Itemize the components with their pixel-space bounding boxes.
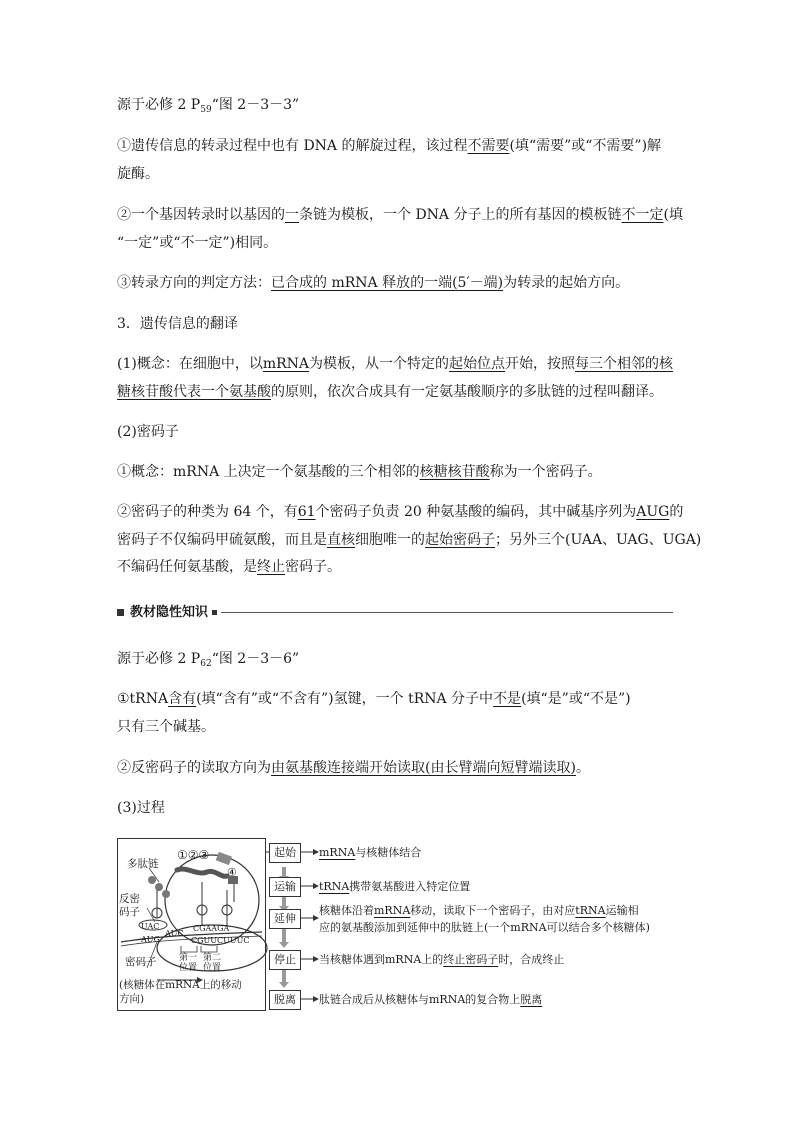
answer-blank: 直核 — [327, 532, 355, 548]
answer-blank: 终止 — [257, 559, 285, 575]
section-title: 教材隐性知识 — [130, 605, 209, 620]
answer-blank: AUG — [636, 504, 670, 520]
step-text-elongation-2: 应的氨基酸添加到延伸中的肽链上(一个mRNA可以结合多个核糖体) — [319, 921, 650, 934]
answer-blank: 糖核苷酸代表一个氨基酸 — [117, 384, 271, 400]
flow-arrow-head-icon — [279, 982, 289, 988]
amino-acid-bead — [155, 883, 163, 891]
label-circle-4: ④ — [227, 866, 237, 879]
codon-concept: ①概念：mRNA 上决定一个氨基酸的三个相邻的核糖核苷酸称为一个密码子。 — [117, 464, 602, 480]
label-circle-numbers: ①②③ — [177, 848, 210, 862]
trna-point-1: ①tRNA含有(填“含有”或“不含有”)氢键，一个 tRNA 分子中不是(填“是”或“不是”) — [117, 691, 631, 707]
section-hidden-knowledge — [117, 603, 673, 623]
label-mrna-sequence: CGUUCUUUC — [191, 936, 250, 945]
process-heading: (3)过程 — [117, 800, 165, 816]
transcription-point-1: ①遗传信息的转录过程中也有 DNA 的解旋过程，该过程不需要(填“需要”或“不需要”)解 — [117, 138, 662, 154]
label-aug: AUG — [141, 935, 160, 944]
answer-blank: 含有 — [168, 691, 197, 707]
answer-blank: 不需要 — [467, 138, 510, 154]
translation-concept-cont: 糖核苷酸代表一个氨基酸的原则，依次合成具有一定氨基酸顺序的多肽链的过程叫翻译。 — [117, 384, 663, 400]
amino-acid-block — [216, 852, 232, 865]
source-page: 62 — [200, 659, 212, 669]
answer-blank: 由氨基酸连接端开始读取(由长臂端向短臂端读取) — [271, 760, 576, 776]
label-uac: UAC — [141, 922, 160, 931]
label-cgaaga: CGAAGA — [193, 924, 230, 933]
answer-blank: 不是 — [493, 691, 522, 707]
codon-heading: (2)密码子 — [117, 424, 179, 440]
source-ref-2: 源于必修 2 $P_{62}“$图 2－3－6” — [117, 651, 300, 669]
step-box-transport: 运输 — [269, 877, 301, 897]
answer-blank: 每三个相邻的核 — [575, 356, 674, 372]
divider — [221, 612, 673, 613]
label-first: 第一 — [179, 953, 198, 963]
codon-types: ②密码子的种类为 64 个，有61个密码子负责 20 种氨基酸的编码，其中碱基序列为AUG的 — [117, 504, 684, 520]
label-movement-direction: (核糖体在mRNA上的移动 — [119, 979, 242, 991]
step-text-termination: 当核糖体遇到mRNA上的终止密码子时，合成终止 — [319, 953, 565, 966]
step-text-release: 肽链合成后从核糖体与mRNA的复合物上脱离 — [319, 993, 543, 1006]
transcription-point-2-cont: “一定”或“不一定”)相同。 — [117, 235, 278, 251]
codon-types-cont-2: 不编码任何氨基酸，是终止密码子。 — [117, 559, 341, 575]
source-ref-1 — [117, 95, 299, 120]
source-page: 59 — [200, 105, 212, 115]
trna-point-1-cont: 只有三个碱基。 — [117, 719, 215, 735]
square-bullet-icon — [117, 609, 124, 616]
label-position-2: 位置 — [203, 963, 222, 973]
label-position-1: 位置 — [179, 963, 198, 973]
step-text-initiation: mRNA与核糖体结合 — [319, 846, 422, 859]
transcription-point-1-cont: 旋酶。 — [117, 166, 159, 182]
heading-translation: 3．遗传信息的翻译 — [117, 316, 238, 332]
peptide-chain — [177, 869, 227, 876]
translation-concept: (1)概念：在细胞中，以mRNA为模板，从一个特定的起始位点开始，按照每三个相邻的核 — [117, 356, 674, 372]
answer-blank: 已合成的 mRNA 释放的一端(5′－端) — [271, 275, 504, 291]
trna-point-2: ②反密码子的读取方向为由氨基酸连接端开始读取(由长臂端向短臂端读取)。 — [117, 760, 590, 776]
step-box-termination: 停止 — [269, 950, 301, 970]
answer-blank: 核糖核苷酸 — [419, 464, 490, 480]
step-box-release: 脱离 — [269, 990, 301, 1010]
answer-blank: 61 — [297, 504, 316, 520]
step-text-transport: tRNA携带氨基酸进入特定位置 — [319, 880, 471, 893]
transcription-point-2: ②一个基因转录时以基因的一条链为模板，一个 DNA 分子上的所有基因的模板链不一定(填 — [117, 207, 683, 223]
transcription-point-3: ③转录方向的判定方法：已合成的 mRNA 释放的一端(5′－端)为转录的起始方向。 — [117, 275, 630, 291]
translation-process-diagram — [117, 838, 687, 1018]
answer-blank: mRNA — [262, 356, 310, 372]
step-text-elongation: 核糖体沿着mRNA移动，读取下一个密码子，由对应tRNA运输相 — [319, 904, 639, 917]
step-box-initiation: 起始 — [269, 843, 301, 863]
label-auc: AUC — [165, 929, 184, 938]
answer-blank: 不一定 — [621, 207, 664, 223]
amino-acid-bead — [148, 876, 156, 884]
label-anticodon: 反密 — [119, 893, 140, 905]
source-text: 源于必修 2 P — [117, 97, 201, 113]
source-figure: “图 2－3－3” — [211, 97, 300, 113]
square-bullet-icon — [212, 610, 217, 615]
label-anticodon-2: 码子 — [119, 906, 140, 918]
label-peptide-chain: 多肽链 — [127, 858, 159, 870]
step-box-elongation: 延伸 — [269, 909, 301, 929]
answer-blank: 一 — [285, 207, 299, 223]
answer-blank: 起始位点 — [449, 356, 506, 372]
answer-blank: 起始密码子 — [425, 532, 495, 548]
flow-arrow-head-icon — [279, 942, 289, 948]
label-movement-direction-2: 方向) — [119, 993, 145, 1005]
label-codon: 密码子 — [125, 956, 157, 968]
label-second: 第二 — [203, 953, 222, 963]
amino-acid-bead — [162, 890, 170, 898]
codon-types-cont: 密码子不仅编码甲硫氨酸，而且是直核细胞唯一的起始密码子；另外三个(UAA、UAG、UGA) — [117, 532, 702, 548]
